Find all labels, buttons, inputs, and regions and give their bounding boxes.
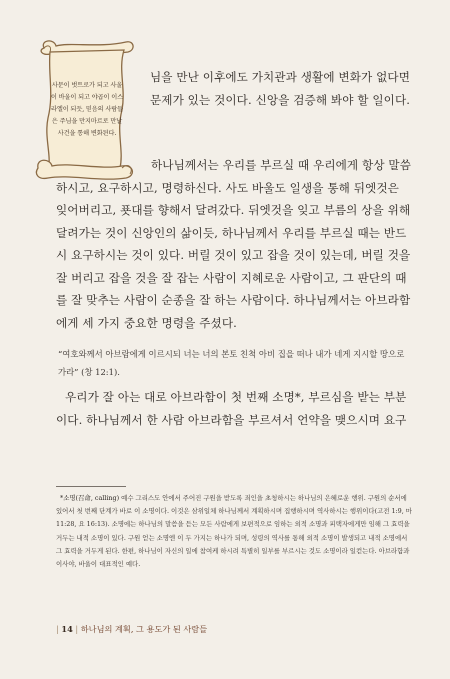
page-footer: | 14 | 하나님의 계획, 그 용도가 된 사람들 bbox=[56, 624, 208, 634]
scripture-quote: “여호와께서 아브람에게 이르시되 너는 너의 본토 친척 아비 집을 떠나 내가 네게 지시할 땅으로 가라” (창 12:1). bbox=[58, 349, 405, 377]
page-number: 14 bbox=[61, 624, 73, 634]
sidebar-note-line: 사문이 벗트로가 되고 사울 bbox=[51, 82, 123, 89]
footnote-text: 예수 그리스도 안에서 주어진 구원을 받도록 죄인을 초청하시는 하나님의 은혜로운 행위. 구원의 순서에 있어서 첫 번째 단계가 바로 이 소명이다. 이것은 삼위일체 하나님께서 계획하시며 집행하시며 역사하시는 행위이다(고전 1:9, 마 11:28, 요 16:13). 소명에는 하나님의 말씀을 듣는 모든 사람에게 보편적으로 임하는 외적 소명과 피택자에게만 임해 그 효력을 거두는 내적 소명이 있다. 구원 얻는 소명엔 이 두 가지는 하나가 되며, 성령의 역사를 통해 외적 소명이 발생되고 내적 소명에서 그 효력을 거두게 된다. 한편, 하나님이 자신의 일에 참여케 하시려 특별히 일부를 부르시는 것도 소명이라 일컫는다. 아브라함과 이사야, 바울이 대표적인 예다. bbox=[56, 494, 412, 569]
paragraph-continued: 님을 만난 이후에도 가치관과 생활에 변화가 없다면 문제가 있는 것이다. 신앙을 검증해 봐야 할 일이다. bbox=[150, 70, 411, 107]
running-title: 하나님의 계획, 그 용도가 된 사람들 bbox=[80, 624, 208, 634]
sidebar-note-line: 이 바울이 되고 야곱이 이스 bbox=[50, 94, 124, 101]
footnote bbox=[56, 492, 412, 571]
paragraph-calling: 하나님께서는 우리를 부르실 때 우리에게 항상 말씀하시고, 요구하시고, 명령하신다. 사도 바울도 일생을 통해 뒤엣것은 잊어버리고, 푯대를 향해서 달려갔다. 뒤엣것을 잊고 부름의 상을 위해 달려가는 것이 신앙인의 삶이듯, 하나님께서 우리를 부르실 때는 반드시 요구하시는 것이 있다. 버릴 것이 있고 잡을 것이 있는데, 버릴 것을 잘 버리고 잡을 것을 잘 잡는 사람이 지혜로운 사람이고, 그 판단의 때를 잘 맞추는 사람이 순종을 잘 하는 사람이다. 하나님께서는 아브라함에게 세 가지 중요한 명령을 주셨다. bbox=[56, 158, 412, 330]
sidebar-note-text bbox=[46, 80, 128, 140]
footnote-term: *소명(召命, calling) bbox=[60, 494, 120, 502]
sidebar-note-line: 은 주님을 만지마르로 만날 bbox=[51, 118, 123, 125]
footnote-divider bbox=[56, 486, 126, 487]
paragraph-first-calling: 우리가 잘 아는 대로 아브라함이 첫 번째 소명*, 부르심을 받는 부분이다. 하나님께서 한 사람 아브라함을 부르셔서 언약을 맺으시며 요구 bbox=[56, 390, 407, 427]
sidebar-note-line: 라엘이 되듯, 믿음의 사람들 bbox=[50, 106, 124, 113]
sidebar-note-line: 사건을 통해 변화된다. bbox=[57, 130, 117, 137]
